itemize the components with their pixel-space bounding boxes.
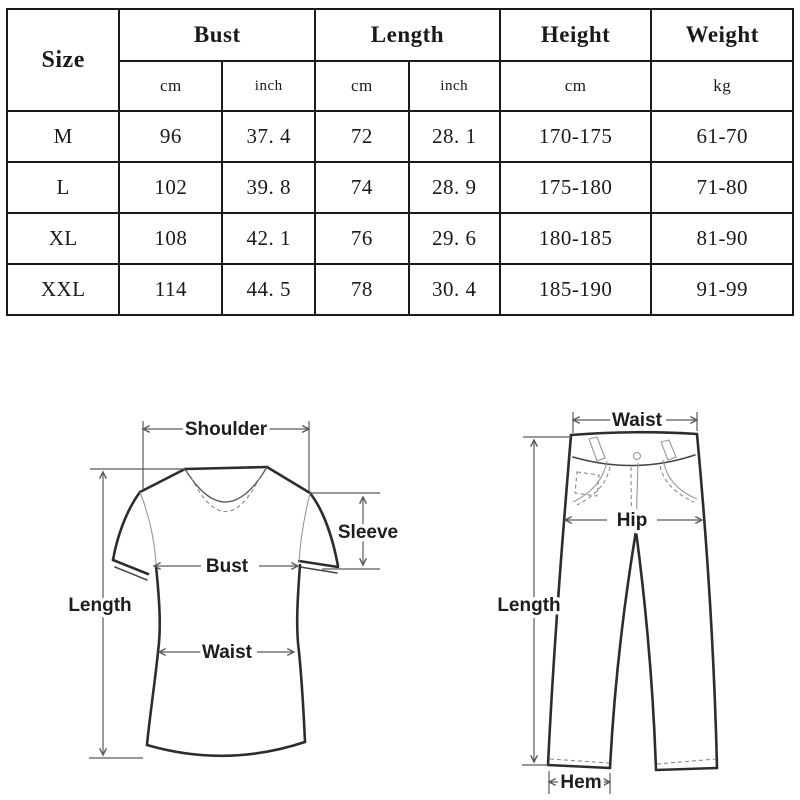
header-height: Height [500,9,652,61]
height-cell: 185-190 [500,264,652,315]
length-cm-cell: 76 [315,213,409,264]
pocket-left-line [573,461,607,502]
shirt-bust-label: Bust [205,556,249,577]
pants-hem-label: Hem [560,772,602,793]
size-cell: L [7,162,119,213]
pants-outline [548,432,717,770]
belt-loop-right [661,440,676,460]
unit-bust-inch: inch [222,61,315,111]
size-cell: M [7,111,119,162]
length-inch-cell: 28. 9 [409,162,500,213]
height-cell: 175-180 [500,162,652,213]
header-bust: Bust [119,9,315,61]
length-inch-cell: 28. 1 [409,111,500,162]
bust-inch-cell: 37. 4 [222,111,315,162]
length-inch-cell: 30. 4 [409,264,500,315]
unit-length-inch: inch [409,61,500,111]
pants-hip-label: Hip [616,510,648,531]
pants-measurement-diagram [485,390,795,800]
height-cell: 170-175 [500,111,652,162]
shirt-sleeve-label: Sleeve [337,522,399,543]
bust-cm-cell: 108 [119,213,222,264]
bust-inch-cell: 42. 1 [222,213,315,264]
unit-length-cm: cm [315,61,409,111]
bust-cm-cell: 96 [119,111,222,162]
weight-cell: 81-90 [651,213,793,264]
length-cm-cell: 74 [315,162,409,213]
header-weight: Weight [651,9,793,61]
weight-cell: 91-99 [651,264,793,315]
unit-height-cm: cm [500,61,652,111]
length-cm-cell: 72 [315,111,409,162]
table-row-l [7,162,793,213]
pocket-right-line [663,460,697,499]
table-row-xl [7,213,793,264]
pants-waist-label: Waist [612,410,662,431]
tshirt-outline [113,467,338,756]
size-cell: XXL [7,264,119,315]
bust-inch-cell: 44. 5 [222,264,315,315]
height-cell: 180-185 [500,213,652,264]
weight-cell: 71-80 [651,162,793,213]
unit-weight-kg: kg [651,61,793,111]
bust-inch-cell: 39. 8 [222,162,315,213]
weight-cell: 61-70 [651,111,793,162]
tshirt-measurement-diagram [55,390,405,800]
pants-length-label: Length [497,595,561,616]
table-row-xxl [7,264,793,315]
collar-inner-stitch-line [191,475,261,512]
shirt-shoulder-label: Shoulder [184,419,268,440]
collar-outer-line [185,467,267,502]
waist-button [634,453,641,460]
bust-cm-cell: 114 [119,264,222,315]
table-row-m [7,111,793,162]
belt-loop-left [589,437,605,461]
size-chart-table [6,8,794,316]
size-cell: XL [7,213,119,264]
length-inch-cell: 29. 6 [409,213,500,264]
length-cm-cell: 78 [315,264,409,315]
unit-bust-cm: cm [119,61,222,111]
header-size: Size [7,9,119,111]
shirt-length-label: Length [68,595,132,616]
tshirt-measure-lines [89,421,380,758]
bust-cm-cell: 102 [119,162,222,213]
header-length: Length [315,9,500,61]
shirt-waist-label: Waist [202,642,252,663]
